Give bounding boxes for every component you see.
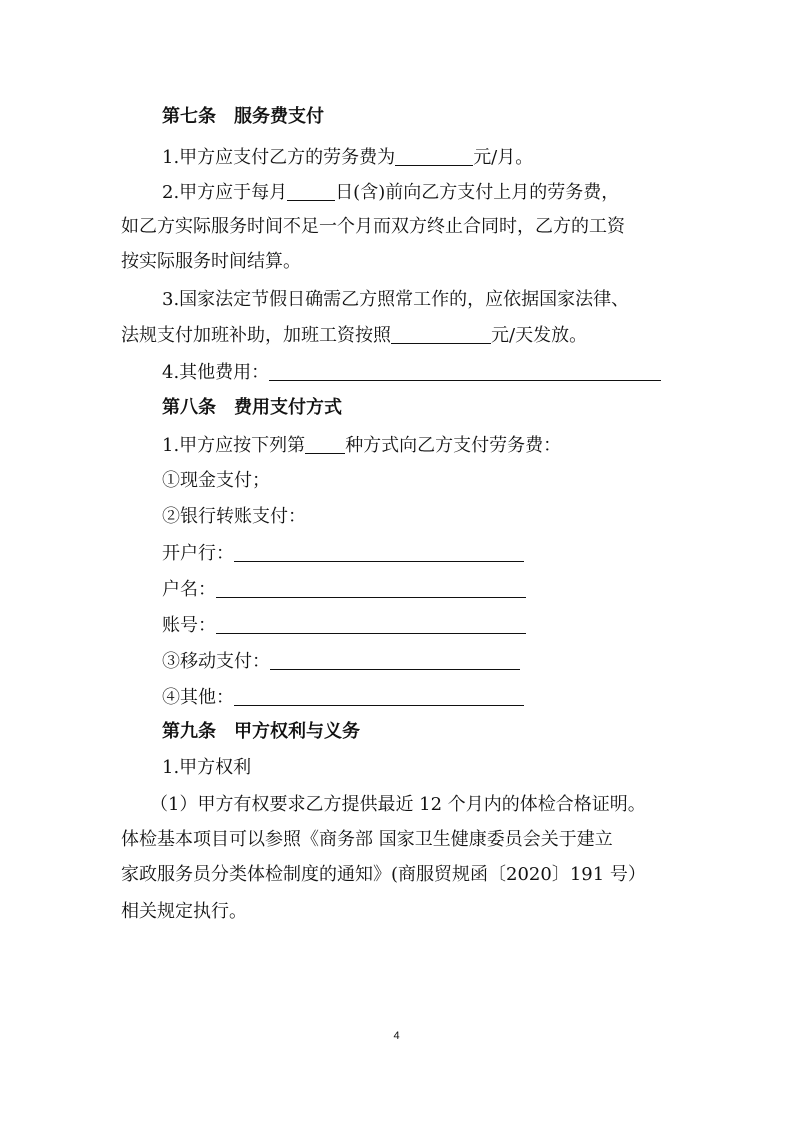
account-name-row — [162, 577, 526, 602]
section9-rights-title: 1.甲方权利 — [162, 757, 252, 778]
section8-heading: 第八条 费用支付方式 — [162, 397, 342, 418]
section9-para2: 体检基本项目可以参照《商务部 国家卫生健康委员会关于建立 — [121, 829, 613, 850]
section9-heading: 第九条 甲方权利与义务 — [162, 721, 360, 742]
other-fees-blank[interactable] — [269, 360, 661, 381]
section7-item1-suffix: 元/月。 — [473, 147, 534, 168]
account-number-label: 账号： — [162, 615, 216, 636]
overtime-pay-blank[interactable] — [391, 323, 491, 344]
section7-item3-text: 法规支付加班补助，加班工资按照 — [121, 325, 391, 346]
bank-branch-label: 开户行： — [162, 543, 234, 564]
other-payment-label: ④其他： — [162, 687, 234, 708]
section7-item3-cont — [121, 323, 587, 348]
section8-item1 — [162, 433, 561, 458]
section7-item4 — [162, 360, 661, 385]
section7-heading: 第七条 服务费支付 — [162, 106, 324, 127]
section7-item4-label: 4.其他费用： — [162, 362, 270, 383]
section7-item3: 3.国家法定节假日确需乙方照常工作的，应依据国家法律、 — [162, 289, 630, 310]
bank-branch-blank[interactable] — [234, 541, 524, 562]
other-payment-row — [162, 685, 524, 710]
page-number: 4 — [393, 1030, 400, 1042]
section9-para1: （1）甲方有权要求乙方提供最近 12 个月内的体检合格证明。 — [150, 794, 646, 815]
payment-day-blank[interactable] — [287, 180, 335, 201]
mobile-payment-blank[interactable] — [270, 649, 520, 670]
account-number-blank[interactable] — [216, 613, 526, 634]
monthly-fee-blank[interactable] — [395, 145, 473, 166]
payment-method-blank[interactable] — [305, 433, 345, 454]
other-payment-blank[interactable] — [234, 685, 524, 706]
section7-item2-suffix: 日(含)前向乙方支付上月的劳务费， — [335, 182, 620, 203]
option-bank-transfer: ②银行转账支付： — [162, 506, 306, 527]
account-name-label: 户名： — [162, 579, 216, 600]
bank-branch-row — [162, 541, 524, 566]
section7-item1-text: 1.甲方应支付乙方的劳务费为 — [162, 147, 396, 168]
mobile-payment-label: ③移动支付： — [162, 651, 270, 672]
section9-para3: 家政服务员分类体检制度的通知》(商服贸规函〔2020〕191 号） — [121, 864, 646, 885]
section7-item3-suffix: 元/天发放。 — [491, 325, 588, 346]
section7-item2-cont1: 如乙方实际服务时间不足一个月而双方终止合同时，乙方的工资 — [121, 216, 625, 237]
section8-item1-suffix: 种方式向乙方支付劳务费： — [345, 435, 562, 456]
mobile-payment-row — [162, 649, 520, 674]
section8-item1-text: 1.甲方应按下列第 — [162, 435, 306, 456]
account-number-row — [162, 613, 526, 638]
section9-para4: 相关规定执行。 — [121, 901, 247, 922]
section7-item1 — [162, 145, 533, 170]
account-name-blank[interactable] — [216, 577, 526, 598]
section7-item2-text: 2.甲方应于每月 — [162, 182, 288, 203]
section7-item2 — [162, 180, 619, 205]
option-cash: ①现金支付； — [162, 470, 270, 491]
section7-item2-cont2: 按实际服务时间结算。 — [121, 251, 301, 272]
